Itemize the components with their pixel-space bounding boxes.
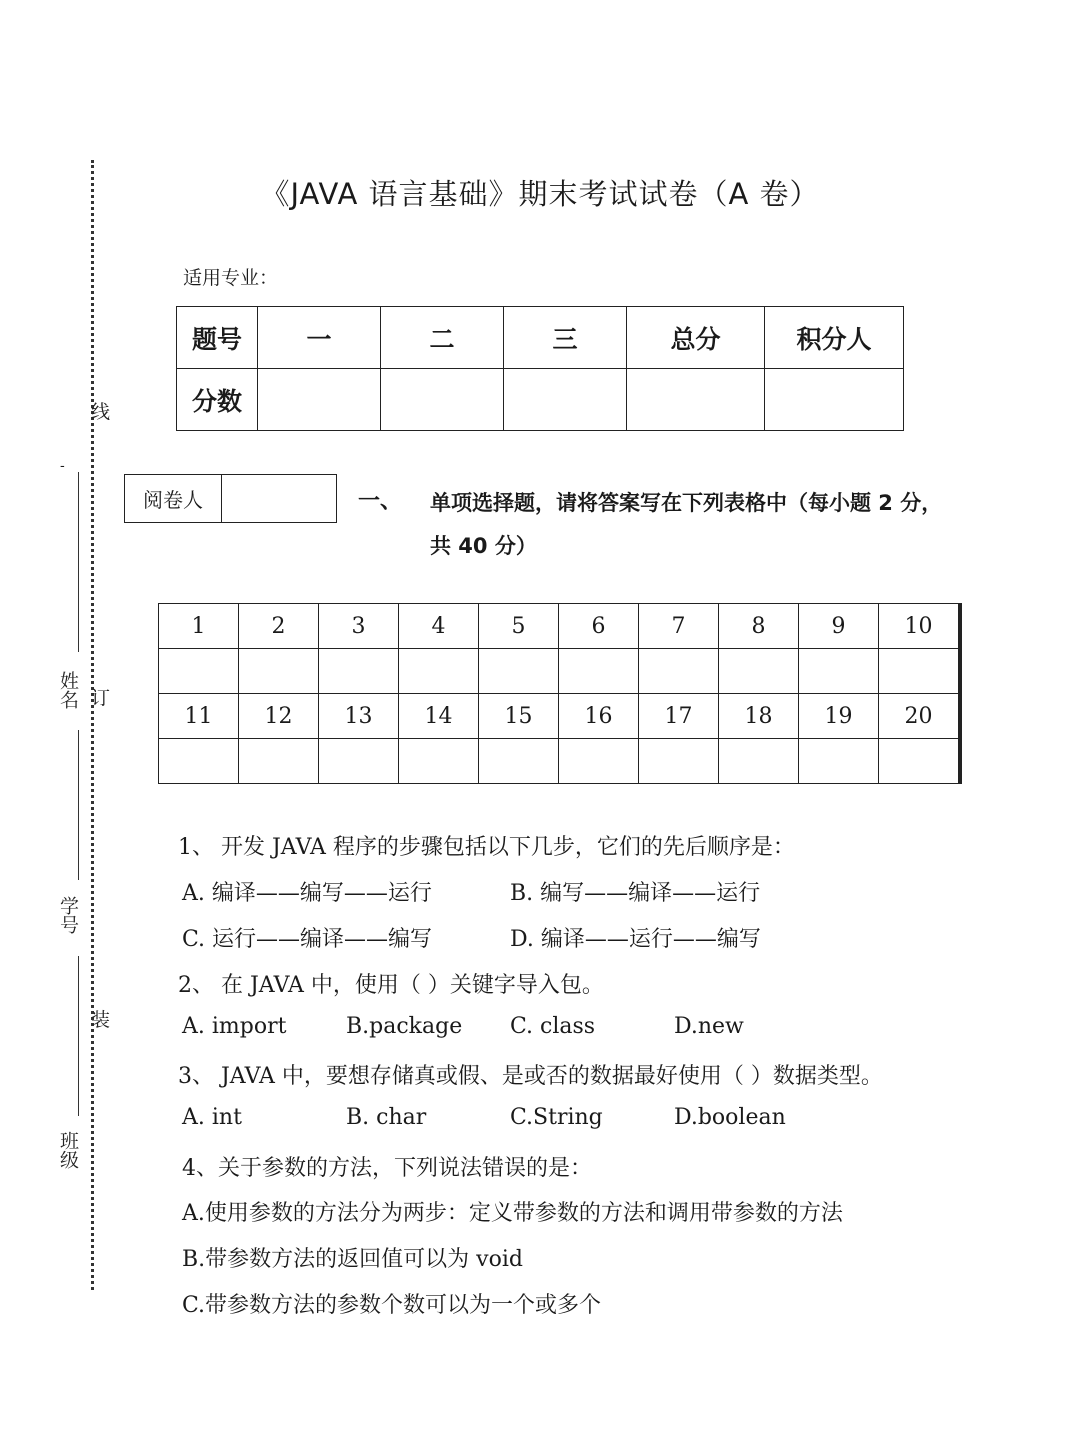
question-3-option-a: A. int xyxy=(182,1105,242,1130)
section-number: 一、 xyxy=(358,489,403,514)
score-row-label: 分数 xyxy=(177,369,258,431)
margin-rule-1 xyxy=(78,472,79,652)
answer-cell[interactable] xyxy=(559,649,639,694)
answer-blank-row xyxy=(159,649,961,694)
grader-signature-cell[interactable] xyxy=(222,475,337,523)
score-cell[interactable] xyxy=(765,369,904,431)
answer-cell[interactable] xyxy=(479,649,559,694)
question-2-option-b: B.package xyxy=(346,1014,463,1039)
exam-title: 《JAVA 语言基础》期末考试试卷（A 卷） xyxy=(260,177,820,211)
class-label: 班级 xyxy=(57,1131,79,1169)
score-header-cell: 一 xyxy=(258,307,381,369)
name-label: 姓名 xyxy=(57,671,79,709)
answer-cell[interactable] xyxy=(559,739,639,784)
score-header-cell: 积分人 xyxy=(765,307,904,369)
question-3-stem: 3、 JAVA 中，要想存储真或假、是或否的数据最好使用（ ）数据类型。 xyxy=(178,1064,883,1089)
answer-number: 5 xyxy=(479,604,559,649)
answer-number: 2 xyxy=(239,604,319,649)
answer-number: 3 xyxy=(319,604,399,649)
answer-number: 8 xyxy=(719,604,799,649)
answer-number-row xyxy=(159,604,961,649)
score-table-value-row xyxy=(177,369,904,431)
answer-cell[interactable] xyxy=(639,739,719,784)
answer-number: 16 xyxy=(559,694,639,739)
question-3-option-c: C.String xyxy=(510,1105,603,1130)
answer-number: 15 xyxy=(479,694,559,739)
question-4-option-c: C.带参数方法的参数个数可以为一个或多个 xyxy=(182,1293,602,1318)
question-4-stem: 4、关于参数的方法，下列说法错误的是： xyxy=(182,1156,592,1181)
question-1-option-c: C. 运行——编译——编写 xyxy=(182,927,433,952)
binding-dotted-line xyxy=(91,160,94,1290)
student-id-label: 学号 xyxy=(57,896,79,934)
answer-cell[interactable] xyxy=(319,739,399,784)
answer-cell[interactable] xyxy=(719,649,799,694)
answer-cell[interactable] xyxy=(879,649,961,694)
answer-cell[interactable] xyxy=(319,649,399,694)
answer-number: 17 xyxy=(639,694,719,739)
answer-number: 1 xyxy=(159,604,239,649)
answer-number: 7 xyxy=(639,604,719,649)
answer-cell[interactable] xyxy=(479,739,559,784)
grader-table xyxy=(124,474,337,523)
margin-bind-char: 订 xyxy=(91,687,111,709)
answer-cell[interactable] xyxy=(879,739,961,784)
question-3-option-d: D.boolean xyxy=(674,1105,786,1130)
answer-grid xyxy=(158,603,962,784)
question-1-option-b: B. 编写——编译——运行 xyxy=(510,881,761,906)
question-4-option-a: A.使用参数的方法分为两步：定义带参数的方法和调用带参数的方法 xyxy=(182,1201,843,1226)
major-label: 适用专业： xyxy=(183,267,279,289)
score-table xyxy=(176,306,904,431)
answer-number: 9 xyxy=(799,604,879,649)
question-3-option-b: B. char xyxy=(346,1105,427,1130)
score-cell[interactable] xyxy=(504,369,627,431)
answer-cell[interactable] xyxy=(639,649,719,694)
answer-number: 10 xyxy=(879,604,961,649)
score-cell[interactable] xyxy=(381,369,504,431)
answer-cell[interactable] xyxy=(239,649,319,694)
answer-number: 13 xyxy=(319,694,399,739)
question-1-option-d: D. 编译——运行——编写 xyxy=(510,927,761,952)
margin-line-char: 线 xyxy=(91,401,111,423)
grader-label: 阅卷人 xyxy=(125,475,222,523)
score-header-cell: 题号 xyxy=(177,307,258,369)
answer-blank-row xyxy=(159,739,961,784)
answer-cell[interactable] xyxy=(799,649,879,694)
margin-dash: - xyxy=(60,458,65,474)
answer-number: 11 xyxy=(159,694,239,739)
answer-number: 14 xyxy=(399,694,479,739)
answer-number-row xyxy=(159,694,961,739)
answer-cell[interactable] xyxy=(399,739,479,784)
answer-cell[interactable] xyxy=(719,739,799,784)
answer-number: 20 xyxy=(879,694,961,739)
answer-number: 18 xyxy=(719,694,799,739)
section-instructions: 单项选择题，请将答案写在下列表格中（每小题 2 分，共 40 分） xyxy=(430,491,943,558)
score-cell[interactable] xyxy=(258,369,381,431)
answer-number: 6 xyxy=(559,604,639,649)
question-2-stem: 2、 在 JAVA 中，使用（ ）关键字导入包。 xyxy=(178,973,604,998)
score-table-header-row xyxy=(177,307,904,369)
answer-number: 19 xyxy=(799,694,879,739)
question-1-option-a: A. 编译——编写——运行 xyxy=(182,881,432,906)
answer-cell[interactable] xyxy=(799,739,879,784)
question-4-option-b: B.带参数方法的返回值可以为 void xyxy=(182,1247,523,1272)
answer-cell[interactable] xyxy=(159,649,239,694)
margin-staple-char: 装 xyxy=(91,1009,111,1031)
question-2-option-d: D.new xyxy=(674,1014,744,1039)
score-header-cell: 三 xyxy=(504,307,627,369)
answer-cell[interactable] xyxy=(399,649,479,694)
question-1-stem: 1、 开发 JAVA 程序的步骤包括以下几步，它们的先后顺序是： xyxy=(178,835,795,860)
margin-rule-2 xyxy=(78,730,79,880)
answer-cell[interactable] xyxy=(239,739,319,784)
answer-number: 12 xyxy=(239,694,319,739)
answer-cell[interactable] xyxy=(159,739,239,784)
answer-number: 4 xyxy=(399,604,479,649)
score-header-cell: 二 xyxy=(381,307,504,369)
margin-rule-3 xyxy=(78,956,79,1116)
score-cell[interactable] xyxy=(627,369,765,431)
question-2-option-c: C. class xyxy=(510,1014,596,1039)
score-header-cell: 总分 xyxy=(627,307,765,369)
question-2-option-a: A. import xyxy=(182,1014,287,1039)
